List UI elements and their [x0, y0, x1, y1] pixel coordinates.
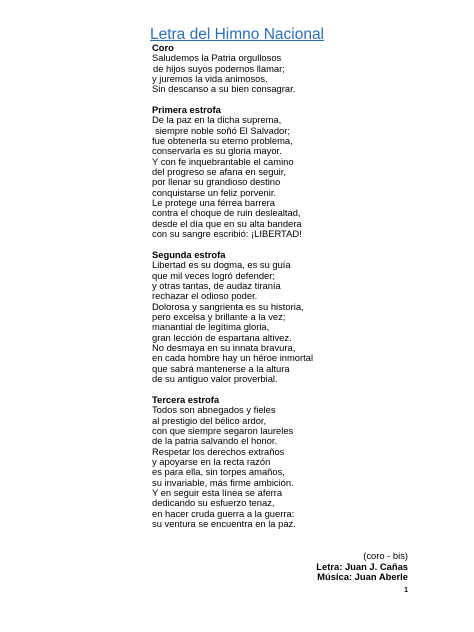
verse-line: es para ella, sin torpes amaños,: [152, 466, 285, 478]
verse-line: y juremos la vida animosos.: [152, 73, 268, 85]
verse-line: en hacer cruda guerra a la guerra:: [152, 507, 295, 519]
verse-line: fue obtenerla su eterno problema,: [152, 135, 293, 147]
verse-line: Saludemos la Patria orgullosos: [152, 52, 282, 64]
verse-line: Y en seguir esta línea se aferra: [152, 487, 283, 499]
section-heading: Tercera estrofa: [152, 394, 220, 405]
verse-line: conquistarse un feliz porvenir.: [152, 186, 277, 198]
verse-line: Respetar los derechos extraños: [152, 445, 285, 457]
verse-line: del progreso se afana en seguir,: [152, 166, 286, 178]
verse-line: pero excelsa y brillante a la vez;: [152, 311, 286, 323]
verse-line: con que siempre segaron laureles: [152, 425, 294, 437]
credits: [316, 551, 408, 583]
coro-bis-note: (coro - bis): [363, 550, 408, 561]
verse-line: Le protege una férrea barrera: [152, 197, 275, 209]
verse-line: Libertad es su dogma, es su guía: [152, 259, 291, 271]
verse-line: contra el choque de ruin deslealtad,: [152, 207, 301, 219]
verse-line: dedicando su esfuerzo tenaz,: [152, 497, 275, 509]
verse-line: con su sangre escribió: ¡LIBERTAD!: [152, 228, 302, 240]
composer-credit: Música: Juan Aberle: [317, 571, 408, 582]
verse-line: de su antiguo valor proverbial.: [152, 373, 278, 385]
verse-line: de la patria salvando el honor.: [152, 435, 278, 447]
verse-line: y apoyarse en la recta razón: [152, 456, 271, 468]
verse-line: por llenar su grandioso destino: [152, 176, 281, 188]
verse-line: No desmaya en su innata bravura,: [152, 342, 296, 354]
verse-line: al prestigio del bélico ardor,: [152, 414, 267, 426]
verse-line: su ventura se encuentra en la paz.: [152, 518, 296, 530]
verse-line: siempre noble soñó El Salvador;: [155, 124, 290, 136]
verse-line: y otras tantas, de audaz tiranía: [152, 280, 281, 292]
lyricist-credit: Letra: Juan J. Cañas: [316, 560, 408, 572]
document-title: Letra del Himno Nacional: [149, 26, 325, 43]
verse-line: Todos son abnegados y fieles: [152, 404, 276, 416]
section-segunda-estrofa: [152, 250, 313, 384]
section-tercera-estrofa: [152, 395, 296, 529]
verse-line: De la paz en la dicha suprema,: [152, 114, 282, 126]
verse-line: Sin descanso a su bien consagrar.: [152, 83, 296, 95]
verse-line: desde el día que en su alta bandera: [152, 217, 302, 229]
verse-line: que sabrá mantenerse a la altura: [152, 362, 290, 374]
verse-line: en cada hombre hay un héroe inmortal: [152, 352, 314, 364]
section-heading: Segunda estrofa: [152, 249, 226, 260]
verse-line: rechazar el odioso poder.: [152, 290, 258, 302]
verse-line: conservarla es su gloria mayor.: [152, 145, 282, 157]
verse-line: manantial de legítima gloria,: [152, 321, 270, 333]
section-primera-estrofa: [152, 105, 302, 239]
page-number: 1: [404, 587, 408, 594]
verse-line: gran lección de espartana altivez.: [152, 331, 292, 343]
section-heading: Primera estrofa: [152, 104, 221, 115]
verse-line: Y con fe inquebrantable el camino: [152, 155, 294, 167]
section-heading: Coro: [152, 42, 174, 53]
section-coro: [152, 43, 295, 95]
verse-line: de hijos suyos podernos llamar;: [153, 62, 285, 74]
verse-line: que mil veces logró defender;: [152, 269, 275, 281]
verse-line: Dolorosa y sangrienta es su historia,: [152, 300, 304, 312]
verse-line: su invariable, más firme ambición.: [152, 476, 294, 488]
